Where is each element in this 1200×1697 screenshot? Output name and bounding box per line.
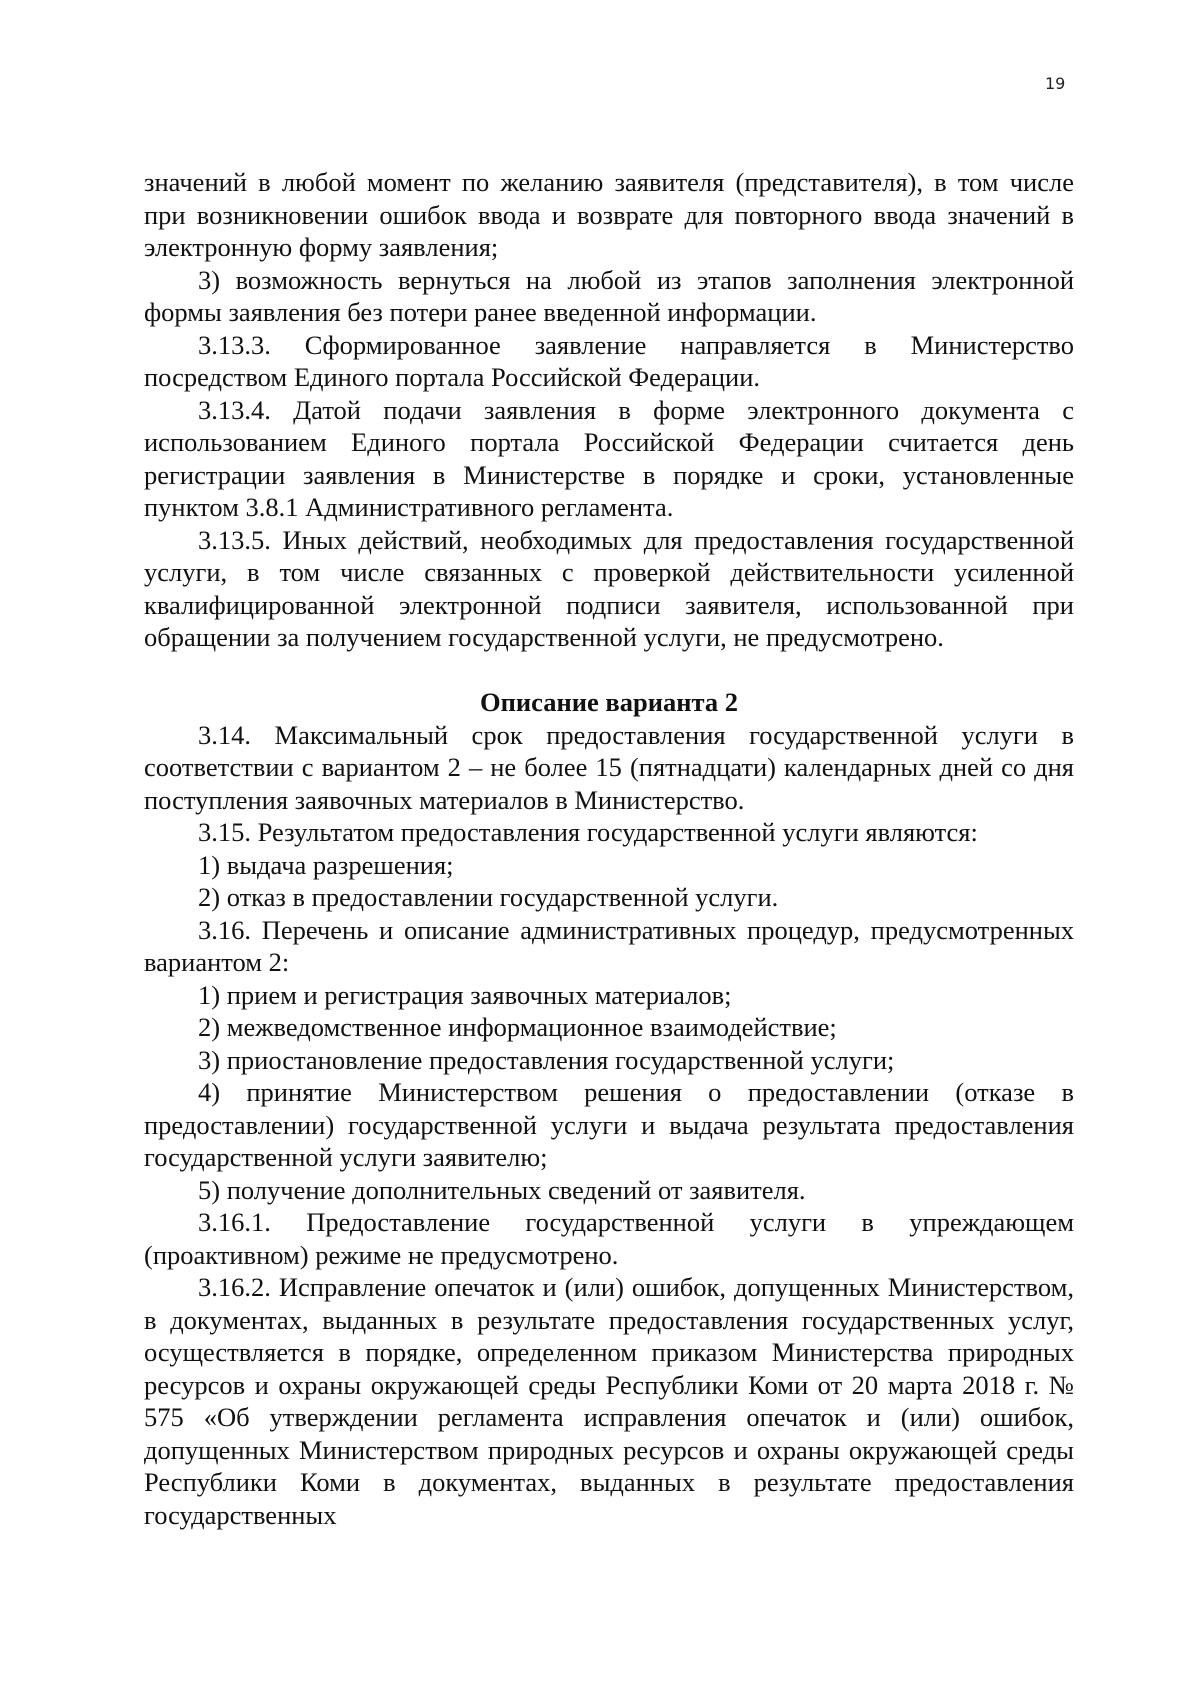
paragraph-3-16-1: 3.16.1. Предоставление государственной услуги в упреждающем (проактивном) режиме не предусмотрено. <box>144 1207 1074 1270</box>
paragraph-item-3: 3) возможность вернуться на любой из этапов заполнения электронной формы заявления без потери ранее введенной информации. <box>144 264 1074 327</box>
paragraph-3-14: 3.14. Максимальный срок предоставления государственной услуги в соответствии с вариантом 2 – не более 15 (пятнадцати) календарных дней со дня поступления заявочных материалов в Министерство. <box>144 719 1074 815</box>
list-item: 1) выдача разрешения; <box>198 849 454 880</box>
page-number: 19 <box>1045 74 1066 93</box>
list-item: 3) приостановление предоставления государственной услуги; <box>198 1044 895 1075</box>
paragraph-3-13-3: 3.13.3. Сформированное заявление направляется в Министерство посредством Единого портала Российской Федерации. <box>144 329 1074 392</box>
paragraph-3-16-2: 3.16.2. Исправление опечаток и (или) ошибок, допущенных Министерством, в документах, выданных в результате предоставления государственных услуг, осуществляется в порядке, определенном приказом Министерства природных ресурсов и охраны окружающей среды Республики Коми от 20 марта 2018 г. № 575 «Об утверждении регламента исправления опечаток и (или) ошибок, допущенных Министерством природных ресурсов и охраны окружающей среды Республики Коми в документах, выданных в результате предоставления государственных <box>144 1272 1074 1530</box>
document-body <box>144 166 1074 1531</box>
paragraph-continuation: значений в любой момент по желанию заявителя (представителя), в том числе при возникновении ошибок ввода и возврате для повторного ввода значений в электронную форму заявления; <box>144 167 1074 262</box>
list-item: 1) прием и регистрация заявочных материалов; <box>198 979 732 1010</box>
list-item: 2) межведомственное информационное взаимодействие; <box>198 1012 837 1042</box>
paragraph-3-13-5: 3.13.5. Иных действий, необходимых для предоставления государственной услуги, в том числе связанных с проверкой действительности усиленной квалифицированной электронной подписи заявителя, использованной при обращении за получением государственной услуги, не предусмотрено. <box>144 524 1074 652</box>
paragraph-3-16: 3.16. Перечень и описание административных процедур, предусмотренных вариантом 2: <box>144 914 1074 977</box>
list-item: 2) отказ в предоставлении государственной услуги. <box>198 882 779 912</box>
list-item: 4) принятие Министерством решения о предоставлении (отказе в предоставлении) государственной услуги и выдача результата предоставления государственной услуги заявителю; <box>144 1077 1074 1172</box>
list-item: 5) получение дополнительных сведений от заявителя. <box>198 1174 806 1205</box>
paragraph-3-13-4: 3.13.4. Датой подачи заявления в форме электронного документа с использованием Единого портала Российской Федерации считается день регистрации заявления в Министерстве в порядке и сроки, установленные пунктом 3.8.1 Административного регламента. <box>144 394 1074 522</box>
paragraph-3-15: 3.15. Результатом предоставления государственной услуги являются: <box>198 817 978 847</box>
section-heading: Описание варианта 2 <box>480 687 738 717</box>
